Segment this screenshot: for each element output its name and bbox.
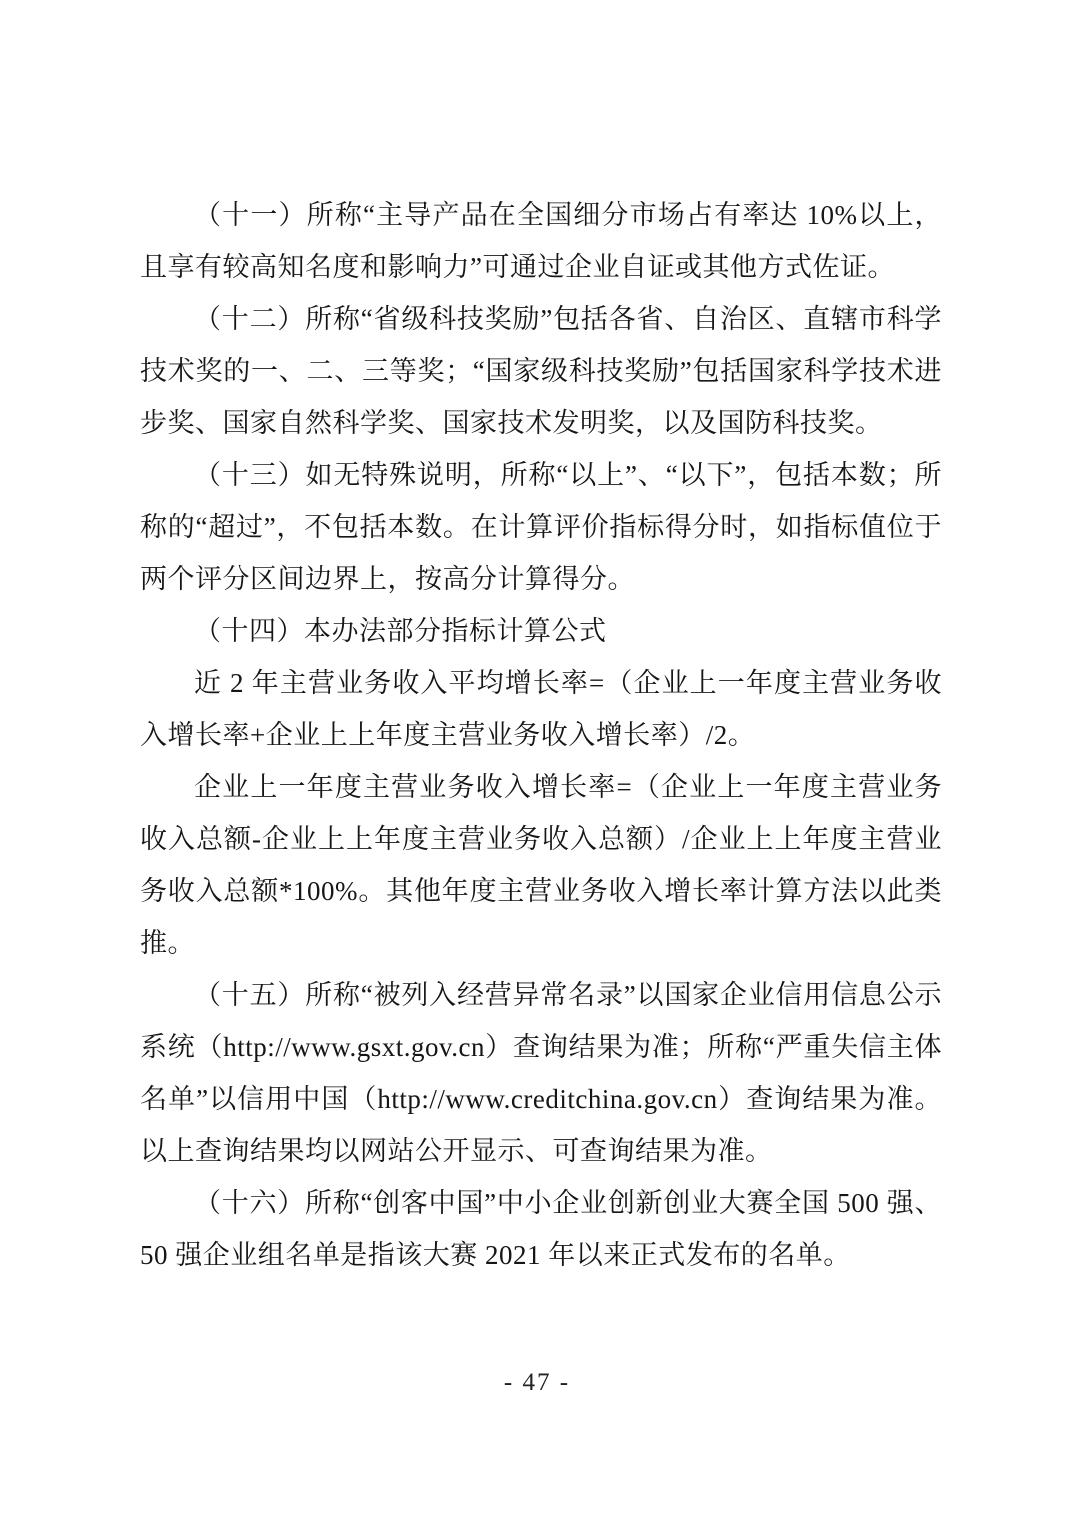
document-body [140, 189, 942, 1281]
paragraph: 近 2 年主营业务收入平均增长率=（企业上一年度主营业务收入增长率+企业上上年度主营业务收入增长率）/2。 [140, 668, 942, 750]
paragraph: 企业上一年度主营业务收入增长率=（企业上一年度主营业务收入总额-企业上上年度主营业务收入总额）/企业上上年度主营业务收入总额*100%。其他年度主营业务收入增长率计算方法以此类推。 [140, 772, 942, 958]
paragraph: （十四）本办法部分指标计算公式 [194, 616, 607, 646]
page-number: - 47 - [503, 1369, 571, 1396]
paragraph: （十五）所称“被列入经营异常名录”以国家企业信用信息公示系统（http://www.gsxt.gov.cn）查询结果为准；所称“严重失信主体名单”以信用中国（http://www.creditchina.gov.cn）查询结果为准。以上查询结果均以网站公开显示、可查询结果为准。 [140, 980, 942, 1166]
paragraph: （十一）所称“主导产品在全国细分市场占有率达 10%以上，且享有较高知名度和影响力”可通过企业自证或其他方式佐证。 [140, 200, 942, 282]
paragraph: （十三）如无特殊说明，所称“以上”、“以下”，包括本数；所称的“超过”，不包括本数。在计算评价指标得分时，如指标值位于两个评分区间边界上，按高分计算得分。 [140, 460, 942, 594]
paragraph: （十二）所称“省级科技奖励”包括各省、自治区、直辖市科学技术奖的一、二、三等奖；“国家级科技奖励”包括国家科学技术进步奖、国家自然科学奖、国家技术发明奖，以及国防科技奖。 [140, 304, 942, 438]
paragraph: （十六）所称“创客中国”中小企业创新创业大赛全国 500 强、50 强企业组名单是指该大赛 2021 年以来正式发布的名单。 [140, 1188, 942, 1270]
